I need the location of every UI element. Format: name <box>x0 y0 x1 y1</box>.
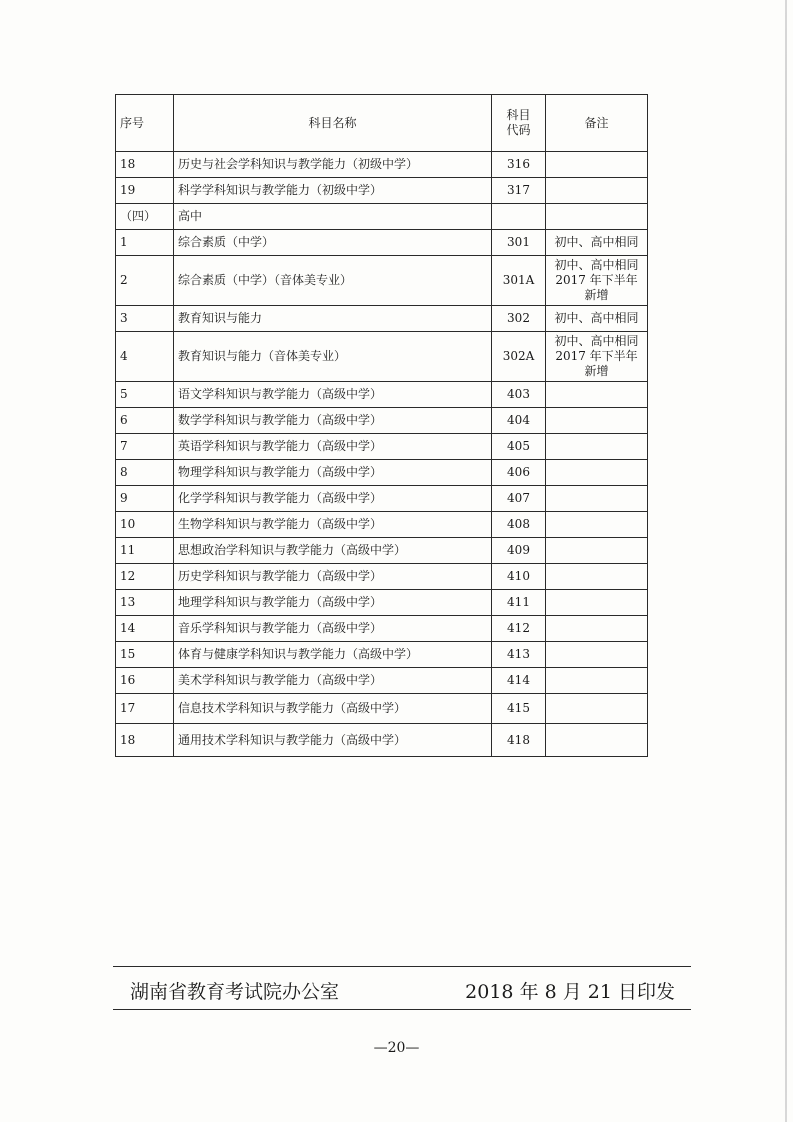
row-remarks <box>546 616 648 642</box>
row-serial-number: 9 <box>116 486 174 512</box>
row-serial-number: 14 <box>116 616 174 642</box>
row-subject-code: 413 <box>492 642 546 668</box>
table-row <box>116 642 648 668</box>
row-subject-name: 综合素质（中学）（音体美专业） <box>174 256 492 306</box>
row-subject-code: 415 <box>492 694 546 724</box>
row-remarks <box>546 178 648 204</box>
row-remarks <box>546 724 648 757</box>
row-remarks <box>546 382 648 408</box>
row-remarks <box>546 512 648 538</box>
table-header-row <box>116 95 648 152</box>
row-serial-number: 17 <box>116 694 174 724</box>
row-remarks <box>546 642 648 668</box>
row-subject-name: 语文学科知识与教学能力（高级中学） <box>174 382 492 408</box>
row-remarks: 初中、高中相同 2017 年下半年新增 <box>546 256 648 306</box>
row-subject-name: 化学学科知识与教学能力（高级中学） <box>174 486 492 512</box>
row-subject-code: 412 <box>492 616 546 642</box>
row-subject-code: 418 <box>492 724 546 757</box>
row-remarks <box>546 460 648 486</box>
table-row <box>116 564 648 590</box>
row-subject-name: 美术学科知识与教学能力（高级中学） <box>174 668 492 694</box>
row-remarks <box>546 152 648 178</box>
table-row <box>116 512 648 538</box>
table-row <box>116 538 648 564</box>
header-serial-number: 序号 <box>116 95 174 152</box>
issue-date: 2018 年 8 月 21 日印发 <box>465 981 675 1003</box>
subjects-table <box>115 94 648 757</box>
row-remarks <box>546 408 648 434</box>
row-subject-code: 302A <box>492 332 546 382</box>
table-row <box>116 616 648 642</box>
row-subject-name: 信息技术学科知识与教学能力（高级中学） <box>174 694 492 724</box>
row-subject-name: 数学学科知识与教学能力（高级中学） <box>174 408 492 434</box>
row-subject-name: 教育知识与能力（音体美专业） <box>174 332 492 382</box>
row-remarks <box>546 668 648 694</box>
row-serial-number: 2 <box>116 256 174 306</box>
row-serial-number: 6 <box>116 408 174 434</box>
row-serial-number: 19 <box>116 178 174 204</box>
row-serial-number: 10 <box>116 512 174 538</box>
row-serial-number: 13 <box>116 590 174 616</box>
row-subject-code: 317 <box>492 178 546 204</box>
row-serial-number: 4 <box>116 332 174 382</box>
page-edge <box>785 0 787 1122</box>
table-row <box>116 178 648 204</box>
row-remarks: 初中、高中相同 <box>546 306 648 332</box>
table-row <box>116 204 648 230</box>
row-subject-name: 综合素质（中学） <box>174 230 492 256</box>
table-row <box>116 694 648 724</box>
row-subject-code: 406 <box>492 460 546 486</box>
table-row <box>116 152 648 178</box>
row-serial-number: 7 <box>116 434 174 460</box>
table-row <box>116 724 648 757</box>
header-subject-name: 科目名称 <box>174 95 492 152</box>
table-row <box>116 408 648 434</box>
table-row <box>116 668 648 694</box>
row-subject-name: 历史学科知识与教学能力（高级中学） <box>174 564 492 590</box>
row-subject-name: 生物学科知识与教学能力（高级中学） <box>174 512 492 538</box>
issuer-name: 湖南省教育考试院办公室 <box>130 981 340 1003</box>
row-serial-number: （四） <box>116 204 174 230</box>
row-serial-number: 15 <box>116 642 174 668</box>
row-serial-number: 16 <box>116 668 174 694</box>
header-subject-code <box>492 95 546 152</box>
row-remarks <box>546 204 648 230</box>
header-subject-code-line1: 科目 <box>506 108 531 122</box>
row-subject-code: 316 <box>492 152 546 178</box>
footer-divider-top <box>113 966 691 967</box>
row-subject-code: 414 <box>492 668 546 694</box>
row-subject-name: 高中 <box>174 204 492 230</box>
row-remarks <box>546 538 648 564</box>
row-remarks <box>546 434 648 460</box>
row-subject-name: 音乐学科知识与教学能力（高级中学） <box>174 616 492 642</box>
row-subject-code: 408 <box>492 512 546 538</box>
row-subject-name: 历史与社会学科知识与教学能力（初级中学） <box>174 152 492 178</box>
row-subject-code: 411 <box>492 590 546 616</box>
row-remarks <box>546 564 648 590</box>
row-subject-code: 405 <box>492 434 546 460</box>
row-subject-name: 物理学科知识与教学能力（高级中学） <box>174 460 492 486</box>
table-row <box>116 332 648 382</box>
row-serial-number: 18 <box>116 152 174 178</box>
row-serial-number: 8 <box>116 460 174 486</box>
footer-divider-bottom <box>113 1009 691 1010</box>
row-serial-number: 1 <box>116 230 174 256</box>
row-serial-number: 18 <box>116 724 174 757</box>
row-serial-number: 5 <box>116 382 174 408</box>
table-row <box>116 434 648 460</box>
row-subject-code: 301A <box>492 256 546 306</box>
row-serial-number: 3 <box>116 306 174 332</box>
header-subject-code-line2: 代码 <box>506 123 531 137</box>
page-number: —20— <box>373 1040 420 1056</box>
table-row <box>116 306 648 332</box>
row-serial-number: 11 <box>116 538 174 564</box>
row-subject-name: 思想政治学科知识与教学能力（高级中学） <box>174 538 492 564</box>
table-row <box>116 382 648 408</box>
row-subject-code: 410 <box>492 564 546 590</box>
header-remarks: 备注 <box>546 95 648 152</box>
row-subject-code: 409 <box>492 538 546 564</box>
row-subject-name: 地理学科知识与教学能力（高级中学） <box>174 590 492 616</box>
row-subject-code <box>492 204 546 230</box>
row-subject-code: 301 <box>492 230 546 256</box>
table-row <box>116 460 648 486</box>
row-remarks: 初中、高中相同 2017 年下半年新增 <box>546 332 648 382</box>
row-subject-code: 302 <box>492 306 546 332</box>
row-remarks <box>546 590 648 616</box>
table-row <box>116 486 648 512</box>
row-subject-code: 403 <box>492 382 546 408</box>
row-subject-name: 体育与健康学科知识与教学能力（高级中学） <box>174 642 492 668</box>
row-serial-number: 12 <box>116 564 174 590</box>
row-subject-name: 教育知识与能力 <box>174 306 492 332</box>
row-subject-code: 407 <box>492 486 546 512</box>
row-subject-code: 404 <box>492 408 546 434</box>
table-row <box>116 590 648 616</box>
table-row <box>116 230 648 256</box>
row-subject-name: 英语学科知识与教学能力（高级中学） <box>174 434 492 460</box>
row-remarks <box>546 694 648 724</box>
row-remarks <box>546 486 648 512</box>
row-subject-name: 科学学科知识与教学能力（初级中学） <box>174 178 492 204</box>
row-remarks: 初中、高中相同 <box>546 230 648 256</box>
row-subject-name: 通用技术学科知识与教学能力（高级中学） <box>174 724 492 757</box>
table-row <box>116 256 648 306</box>
